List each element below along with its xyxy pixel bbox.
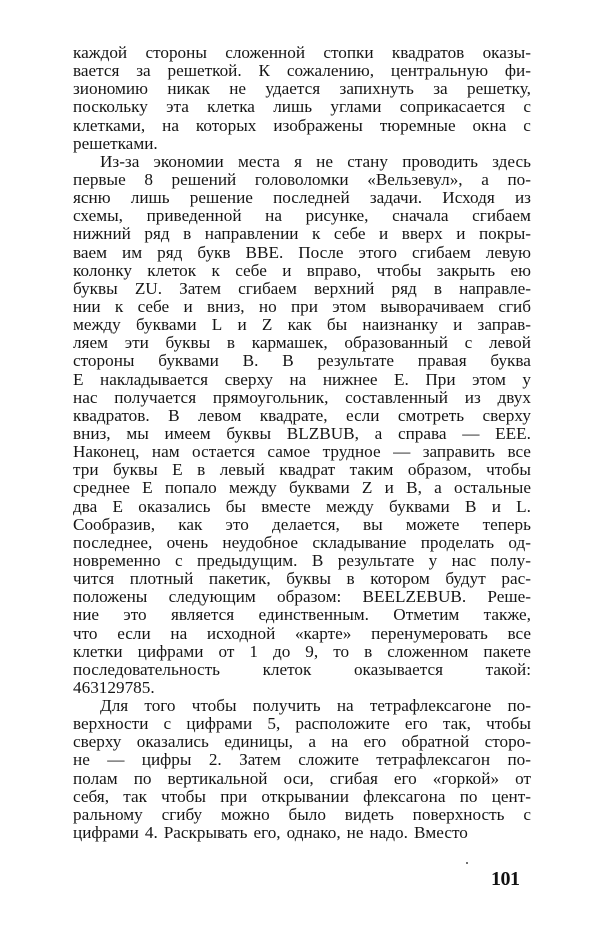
paragraph <box>73 153 531 697</box>
text-line: положены следующим образом: BEELZEBUB. Реше- <box>73 587 531 607</box>
text-line: Для того чтобы получить на тетрафлексагоне по- <box>100 696 531 716</box>
text-line: клетками, на которых изображены тюремные окна с <box>73 115 531 135</box>
text-line: новременно с предыдущим. В результате у нас полу- <box>73 550 531 570</box>
text-line: нас получается прямоугольник, составленный из двух <box>73 387 531 407</box>
text-line: сверху оказались единицы, а на его обратной сторо- <box>73 732 531 752</box>
text-line: последовательность клеток оказывается такой: <box>73 659 531 679</box>
paragraph <box>73 697 531 842</box>
body-text <box>73 44 531 842</box>
text-line: первые 8 решений головоломки «Вельзевул», а по- <box>73 169 531 189</box>
text-line: полам по вертикальной оси, сгибая его «горкой» от <box>73 768 531 788</box>
text-line: колонку клеток к себе и вправо, чтобы закрыть ею <box>73 260 531 280</box>
text-line: ляем эти буквы в кармашек, образованный с левой <box>73 333 531 353</box>
text-line: чится плотный пакетик, буквы в котором будут рас- <box>73 569 531 589</box>
text-line: ясню лишь решение последней задачи. Исходя из <box>73 188 531 208</box>
text-line: буквы ZU. Затем сгибаем верхний ряд в направле- <box>73 278 531 298</box>
text-line: каждой стороны сложенной стопки квадратов оказы- <box>73 43 531 62</box>
text-line: E накладывается сверху на нижнее E. При этом у <box>73 369 531 389</box>
text-line: квадратов. В левом квадрате, если смотреть сверху <box>73 405 531 425</box>
text-line: поскольку эта клетка лишь углами соприкасается с <box>73 97 531 117</box>
text-line: стороны буквами B. В результате правая буква <box>73 351 531 371</box>
text-line: цифрами 4. Раскрывать его, однако, не надо. Вместо <box>73 823 468 843</box>
paragraph <box>73 44 531 153</box>
text-line: 463129785. <box>73 677 155 697</box>
text-line: вается за решеткой. К сожалению, центральную фи- <box>73 61 531 81</box>
text-line: среднее E попало между буквами Z и B, а остальные <box>73 478 531 498</box>
text-line: решетками. <box>73 133 158 153</box>
text-line: зиономию никак не удается запихнуть за решетку, <box>73 79 531 99</box>
text-line: Сообразив, как это делается, вы можете теперь <box>73 514 531 534</box>
page-number: 101 <box>491 868 520 890</box>
text-line: верхности с цифрами 5, расположите его так, чтобы <box>73 714 531 734</box>
text-line: Наконец, нам остается самое трудное — заправить все <box>73 442 531 462</box>
text-line: схемы, приведенной на рисунке, сначала сгибаем <box>73 206 531 226</box>
text-line: два E оказались бы вместе между буквами B и L. <box>73 496 531 516</box>
text-line: не — цифры 2. Затем сложите тетрафлексагон по- <box>73 750 531 770</box>
text-line: клетки цифрами от 1 до 9, то в сложенном пакете <box>73 641 531 661</box>
scan-speck <box>466 862 468 864</box>
text-line: себя, так чтобы при открывании флексагона по цент- <box>73 786 531 806</box>
text-line: нии к себе и вниз, но при этом выворачиваем сгиб <box>73 296 531 316</box>
text-line: ние это является единственным. Отметим также, <box>73 605 531 625</box>
text-line: три буквы E в левый квадрат таким образом, чтобы <box>73 460 531 480</box>
text-line: между буквами L и Z как бы наизнанку и заправ- <box>73 315 531 335</box>
text-line: последнее, очень неудобное складывание проделать од- <box>73 532 531 552</box>
text-line: что если на исходной «карте» перенумеровать все <box>73 623 531 643</box>
text-line: ваем им ряд букв BBE. После этого сгибаем левую <box>73 242 531 262</box>
text-line: нижний ряд в направлении к себе и вверх и покры- <box>73 224 531 244</box>
text-line: вниз, мы имеем буквы BLZBUB, а справа — EEE. <box>73 423 531 443</box>
text-line: Из-за экономии места я не стану проводить здесь <box>100 151 531 171</box>
text-line: ральному сгибу можно было видеть поверхность с <box>73 804 531 824</box>
